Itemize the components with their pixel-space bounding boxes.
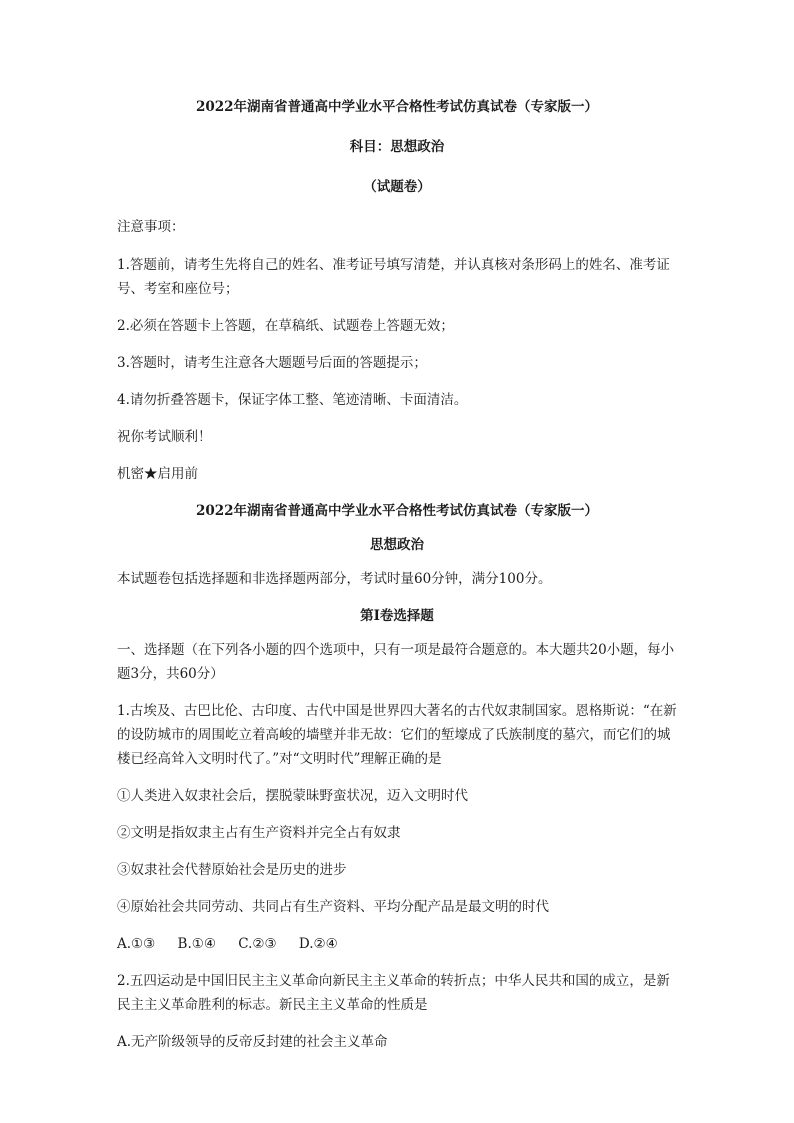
note-item: 2.必须在答题卡上答题，在草稿纸、试题卷上答题无效； — [117, 318, 454, 334]
cover-paper-type: （试题卷） — [363, 179, 431, 195]
question-1-stem: 1.古埃及、古巴比伦、古印度、古代中国是世界四大著名的古代奴隶制国家。恩格斯说：“在新的设防城市的周围屹立着高峻的墙壁并非无故：它们的堑壕成了氏族制度的墓穴，而它们的城楼已经高耸入文明时代了。”对“文明时代”理解正确的是 — [117, 703, 677, 767]
good-luck-text: 祝你考试顺利！ — [117, 429, 212, 445]
exam-intro: 本试题卷包括选择题和非选择题两部分，考试时量60分钟，满分100分。 — [117, 571, 552, 587]
question-2-option-a: A.无产阶级领导的反帝反封建的社会主义革命 — [117, 1034, 388, 1050]
confidential-mark: 机密★启用前 — [117, 466, 198, 482]
note-item: 4.请勿折叠答题卡，保证字体工整、笔迹清晰、卡面清洁。 — [117, 392, 468, 408]
note-item: 3.答题时，请考生注意各大题题号后面的答题提示； — [117, 355, 427, 371]
option-a: A.①③ — [117, 936, 156, 952]
question-1-statement: ①人类进入奴隶社会后，摆脱蒙昧野蛮状况，迈入文明时代 — [117, 788, 468, 804]
cover-title: 2022年湖南省普通高中学业水平合格性考试仿真试卷（专家版一） — [195, 99, 599, 115]
option-d: D.②④ — [298, 936, 338, 952]
notes-heading: 注意事项： — [117, 219, 185, 235]
option-b: B.①④ — [177, 936, 216, 952]
exam-title: 2022年湖南省普通高中学业水平合格性考试仿真试卷（专家版一） — [195, 503, 599, 519]
note-item: 1.答题前，请考生先将自己的姓名、准考证号填写清楚，并认真核对条形码上的姓名、准考证号、考室和座位号； — [117, 257, 670, 297]
question-1-statement: ②文明是指奴隶主占有生产资料并完全占有奴隶 — [117, 825, 401, 841]
question-1-statement: ④原始社会共同劳动、共同占有生产资料、平均分配产品是最文明的时代 — [117, 899, 549, 915]
question-2-stem: 2.五四运动是中国旧民主主义革命向新民主主义革命的转折点；中华人民共和国的成立，是新民主主义革命胜利的标志。新民主主义革命的性质是 — [117, 973, 670, 1013]
option-c: C.②③ — [238, 936, 277, 952]
question-1-options — [117, 932, 677, 956]
part-instruction: 一、选择题（在下列各小题的四个选项中，只有一项是最符合题意的。本大题共20小题，每小题3分，共60分） — [117, 642, 675, 682]
exam-subject: 思想政治 — [370, 537, 424, 553]
question-1-statement: ③奴隶社会代替原始社会是历史的进步 — [117, 862, 347, 878]
section-title: 第I卷选择题 — [360, 608, 434, 624]
exam-page — [117, 95, 677, 1067]
cover-subject: 科目：思想政治 — [349, 139, 445, 155]
